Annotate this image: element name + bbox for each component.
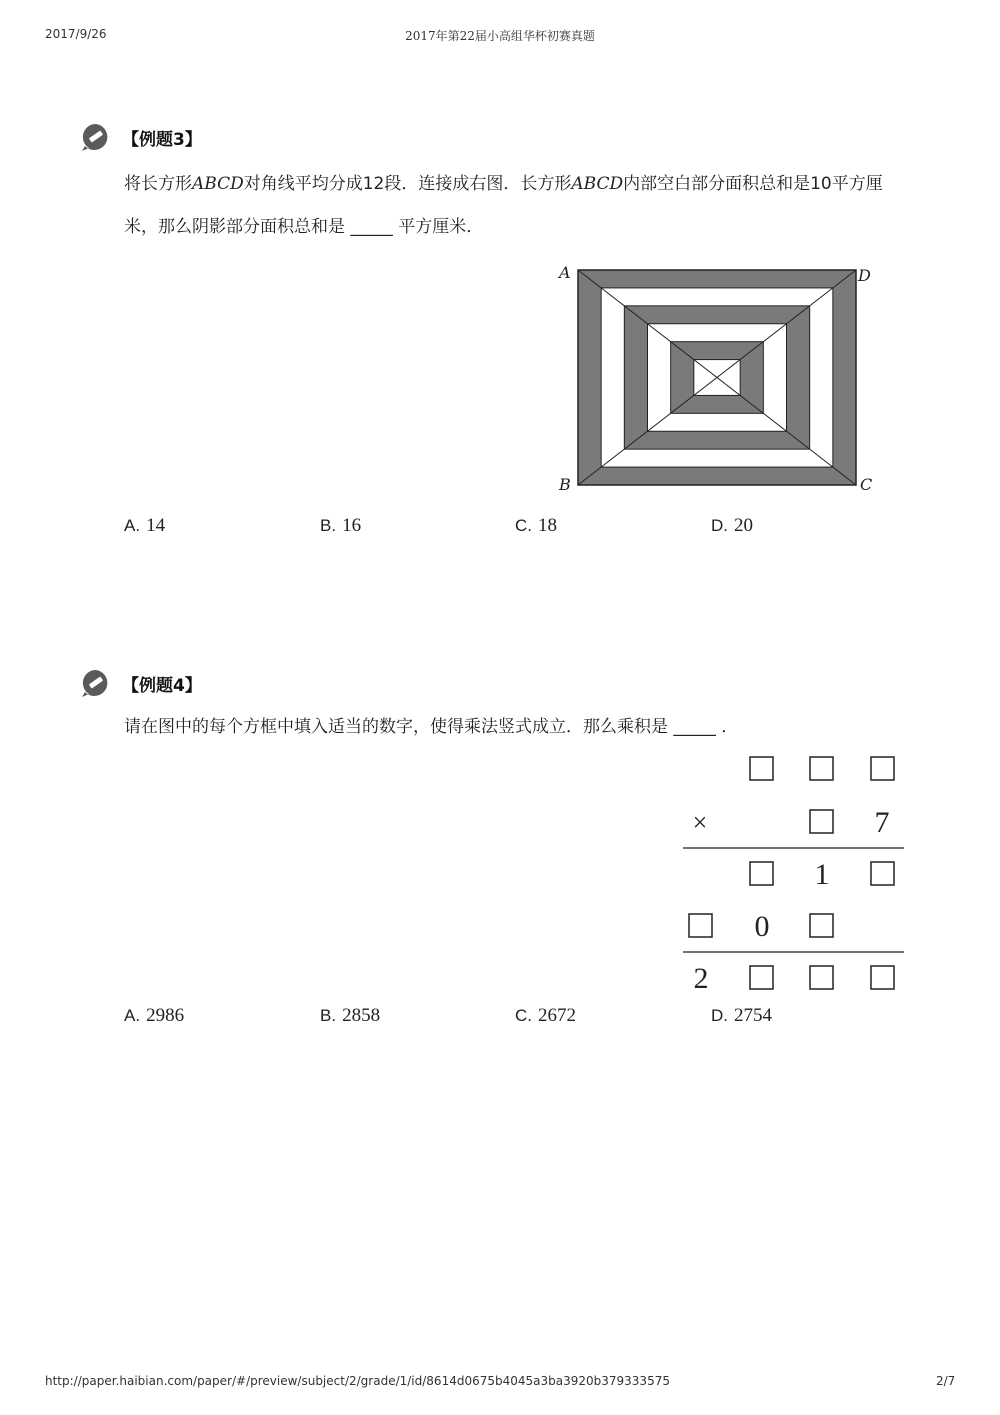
digit-0: 0 (754, 910, 770, 943)
footer-page-number: 2/7 (936, 1374, 956, 1388)
label-c: C (860, 475, 873, 494)
label-b: B (559, 475, 571, 494)
blank-box (750, 862, 773, 885)
label-a: A (559, 263, 571, 282)
question-3-title: 【例题3】 (122, 129, 202, 150)
multiplication-figure (675, 750, 915, 1000)
blank-box (750, 757, 773, 780)
q4-option-b[interactable]: B. 2858 (320, 1005, 381, 1026)
question-3-stem: 将长方形ABCD对角线平均分成12段．连接成右图．长方形ABCD内部空白部分面积总和是10平方厘米，那么阴影部分面积总和是 _____ 平方厘米． (124, 174, 883, 237)
question-3-heading (80, 122, 202, 152)
times-sign: × (692, 808, 708, 837)
question-4-heading (80, 668, 202, 698)
q4-option-d[interactable]: D. 2754 (711, 1005, 772, 1026)
q3-option-a[interactable]: A. 14 (124, 515, 166, 536)
blank-box (750, 966, 773, 989)
digit-2: 2 (693, 962, 709, 995)
blank-box (810, 966, 833, 989)
blank-box (810, 810, 833, 833)
header-date: 2017/9/26 (45, 27, 107, 41)
q3-option-c[interactable]: C. 18 (515, 515, 557, 536)
blank-box (810, 914, 833, 937)
rectangle-figure (553, 260, 883, 500)
pencil-icon (80, 668, 110, 698)
q3-option-b[interactable]: B. 16 (320, 515, 362, 536)
blank-box (810, 757, 833, 780)
blank-box (871, 966, 894, 989)
question-4-title: 【例题4】 (122, 675, 202, 696)
q4-option-c[interactable]: C. 2672 (515, 1005, 576, 1026)
footer-url[interactable]: http://paper.haibian.com/paper/#/preview/subject/2/grade/1/id/8614d0675b4045a3ba3920b379333575 (45, 1374, 670, 1388)
label-d: D (858, 266, 871, 285)
q3-option-d[interactable]: D. 20 (711, 515, 753, 536)
question-4-stem: 请在图中的每个方框中填入适当的数字，使得乘法竖式成立．那么乘积是 _____ ． (124, 717, 739, 737)
q4-option-a[interactable]: A. 2986 (124, 1005, 185, 1026)
blank-box (871, 757, 894, 780)
header-title: 2017年第22届小高组华杯初赛真题 (405, 29, 595, 43)
digit-1: 1 (814, 858, 830, 891)
blank-box (689, 914, 712, 937)
digit-7: 7 (874, 806, 890, 839)
pencil-icon (80, 122, 110, 152)
blank-box (871, 862, 894, 885)
